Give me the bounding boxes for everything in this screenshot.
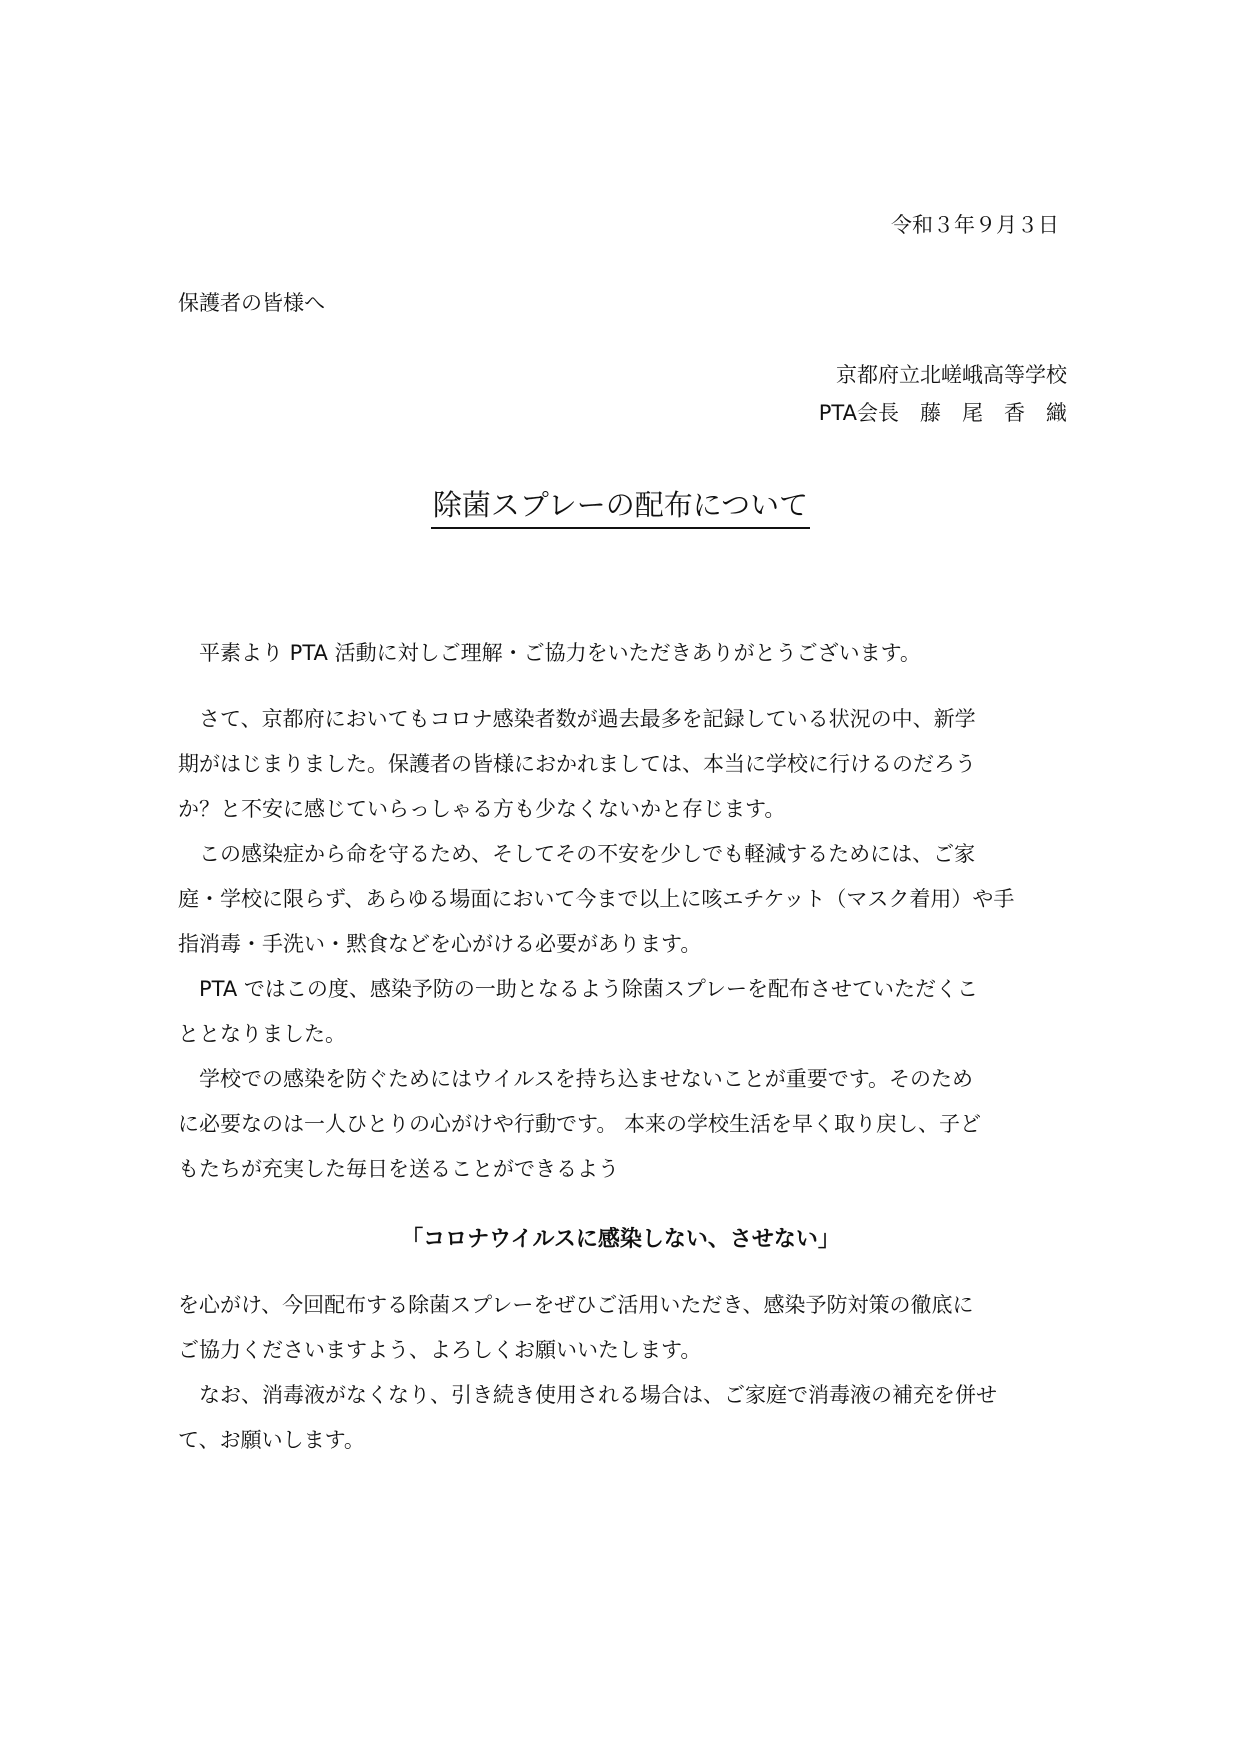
body-line: か？と不安に感じていらっしゃる方も少なくないかと存じます。 (178, 797, 786, 821)
body-line: ととなりました。 (178, 1022, 346, 1046)
body-line: に必要なのは一人ひとりの心がけや行動です。 本来の学校生活を早く取り戻し、子ど (178, 1112, 981, 1136)
closing-line: を心がけ、今回配布する除菌スプレーをぜひご活用いただき、感染予防対策の徹底に (178, 1293, 974, 1317)
body-line: 学校での感染を防ぐためにはウイルスを持ち込ませないことが重要です。そのため (178, 1067, 974, 1091)
document-date: 令和３年９月３日 (891, 213, 1059, 237)
body-line: 庭・学校に限らず、あらゆる場面において今まで以上に咳エチケット（マスク着用）や手 (178, 887, 1015, 911)
body-line: さて、京都府においてもコロナ感染者数が過去最多を記録している状況の中、新学 (178, 707, 976, 731)
body-line: この感染症から命を守るため、そしてその不安を少しでも軽減するためには、ご家 (178, 842, 976, 866)
body-line: もたちが充実した毎日を送ることができるよう (178, 1157, 619, 1181)
body-line: 平素より PTA 活動に対しご理解・ご協力をいただきありがとうございます。 (178, 641, 921, 665)
document-title: 除菌スプレーの配布について (431, 485, 810, 529)
body-line: 期がはじまりました。保護者の皆様におかれましては、本当に学校に行けるのだろう (178, 752, 976, 776)
closing-line: て、お願いします。 (178, 1428, 365, 1452)
closing-line: ご協力くださいますよう、よろしくお願いいたします。 (178, 1338, 702, 1362)
pta-president: PTA会長 藤 尾 香 織 (818, 401, 1067, 425)
school-name: 京都府立北嵯峨高等学校 (836, 363, 1067, 387)
closing-line: なお、消毒液がなくなり、引き続き使用される場合は、ご家庭で消毒液の補充を併せ (178, 1383, 997, 1407)
body-line: PTA ではこの度、感染予防の一助となるよう除菌スプレーを配布させていただくこ (178, 977, 979, 1001)
body-line: 指消毒・手洗い・黙食などを心がける必要があります。 (178, 932, 702, 956)
slogan: 「コロナウイルスに感染しない、させない」 (401, 1227, 840, 1252)
document-title-wrapper (0, 485, 1241, 529)
addressee: 保護者の皆様へ (178, 291, 325, 315)
